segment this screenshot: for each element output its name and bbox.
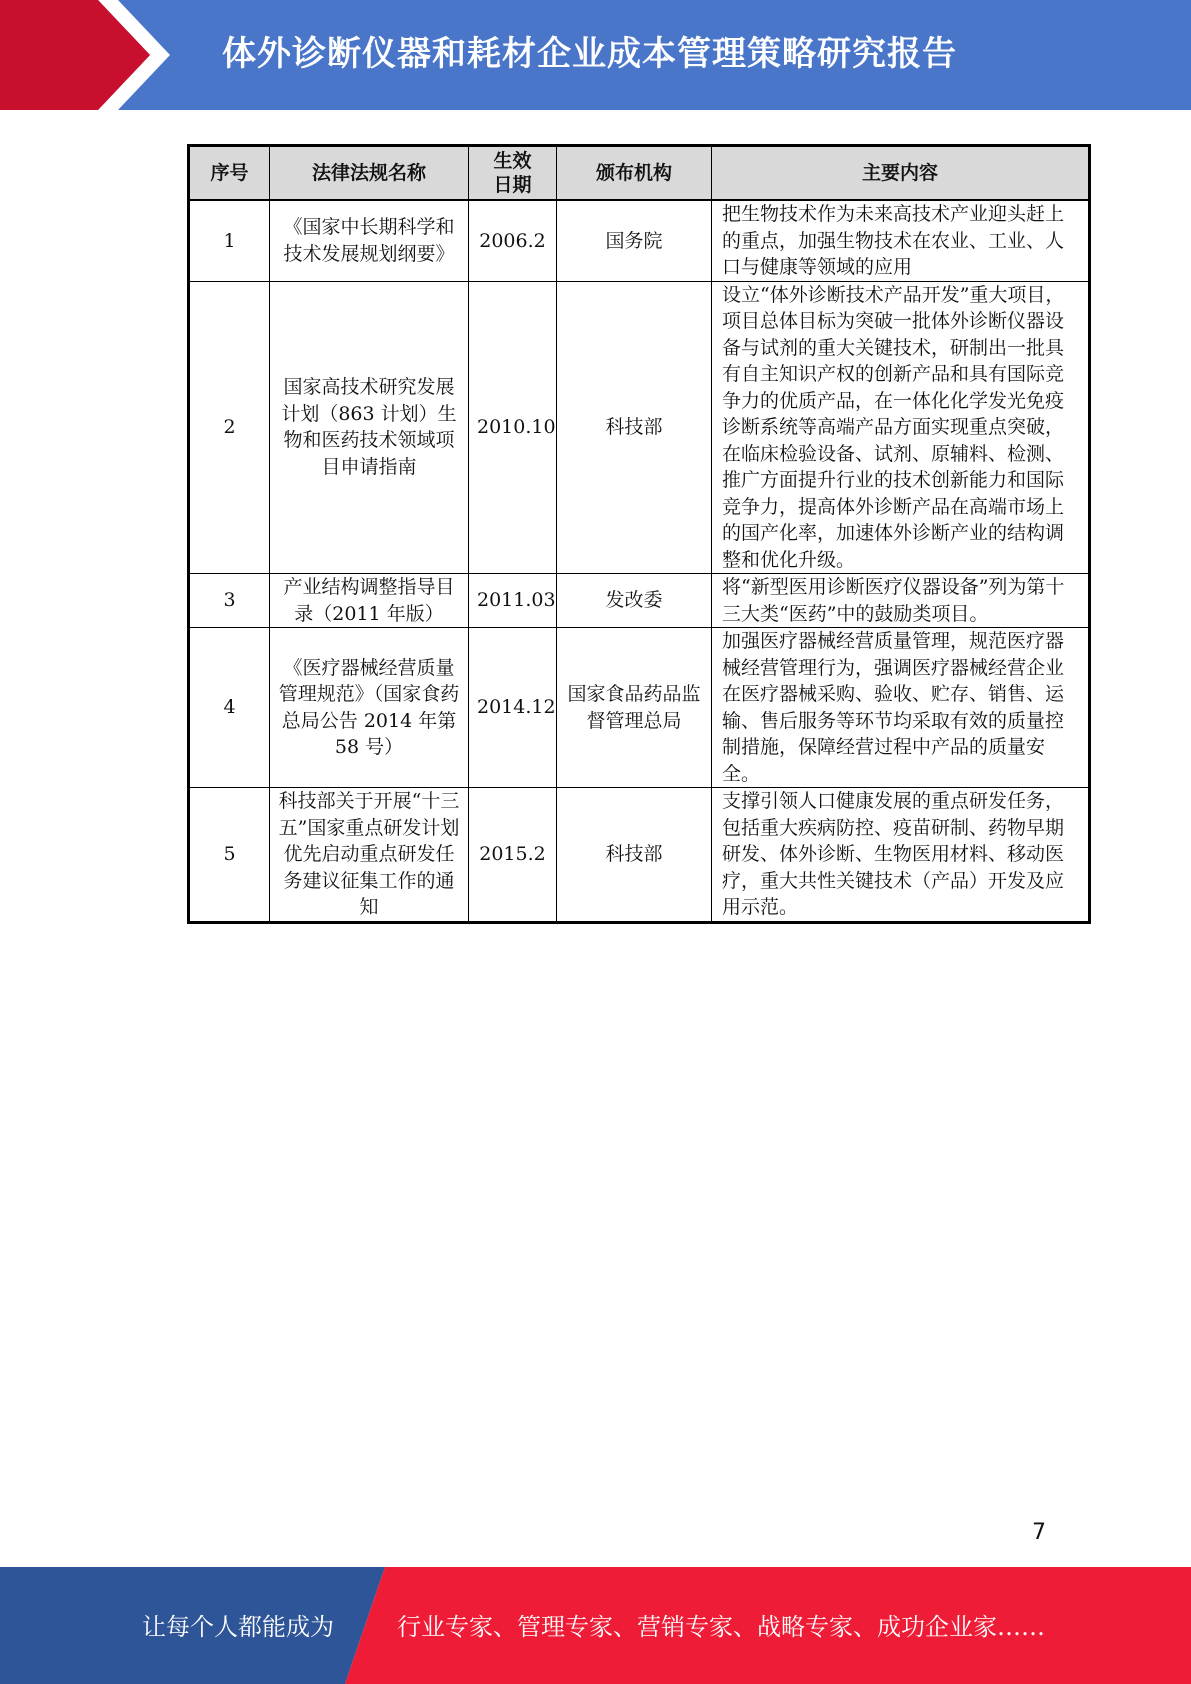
col-header-content: 主要内容 (712, 146, 1090, 201)
cell-no: 1 (189, 200, 270, 281)
page-header (0, 0, 1191, 110)
report-title: 体外诊断仪器和耗材企业成本管理策略研究报告 (222, 34, 957, 74)
col-header-name: 法律法规名称 (270, 146, 469, 201)
cell-issuer: 科技部 (557, 788, 712, 923)
cell-name: 《国家中长期科学和技术发展规划纲要》 (270, 200, 469, 281)
table-row (189, 574, 1090, 628)
table-header-row (189, 146, 1090, 201)
cell-content: 设立“体外诊断技术产品开发”重大项目，项目总体目标为突破一批体外诊断仪器设备与试剂的重大关键技术，研制出一批具有自主知识产权的创新产品和具有国际竞争力的优质产品，在一体化化学发光免疫诊断系统等高端产品方面实现重点突破，在临床检验设备、试剂、原辅料、检测、推广方面提升行业的技术创新能力和国际竞争力，提高体外诊断产品在高端市场上的国产化率，加速体外诊断产业的结构调整和优化升级。 (712, 281, 1090, 574)
col-header-date: 生效 日期 (469, 146, 557, 201)
col-header-issuer: 颁布机构 (557, 146, 712, 201)
cell-date: 2011.03 (469, 574, 557, 628)
cell-date: 2006.2 (469, 200, 557, 281)
cell-issuer: 发改委 (557, 574, 712, 628)
cell-content: 加强医疗器械经营质量管理，规范医疗器械经营管理行为，强调医疗器械经营企业在医疗器械采购、验收、贮存、销售、运输、售后服务等环节均采取有效的质量控制措施，保障经营过程中产品的质量安全。 (712, 628, 1090, 788)
cell-name: 科技部关于开展“十三五”国家重点研发计划优先启动重点研发任务建议征集工作的通知 (270, 788, 469, 923)
cell-no: 3 (189, 574, 270, 628)
cell-date: 2015.2 (469, 788, 557, 923)
cell-issuer: 科技部 (557, 281, 712, 574)
table-row (189, 281, 1090, 574)
cell-content: 将“新型医用诊断医疗仪器设备”列为第十三大类“医药”中的鼓励类项目。 (712, 574, 1090, 628)
cell-name: 《医疗器械经营质量管理规范》（国家食药总局公告 2014 年第 58 号） (270, 628, 469, 788)
cell-no: 2 (189, 281, 270, 574)
footer-slogan-left: 让每个人都能成为 (142, 1613, 334, 1641)
cell-no: 4 (189, 628, 270, 788)
table-row (189, 200, 1090, 281)
table-row (189, 628, 1090, 788)
page-number: 7 (1032, 1520, 1046, 1545)
cell-name: 产业结构调整指导目录（2011 年版） (270, 574, 469, 628)
footer-slogan-right: 行业专家、管理专家、营销专家、战略专家、成功企业家…… (397, 1613, 1045, 1641)
col-header-no: 序号 (189, 146, 270, 201)
cell-issuer: 国务院 (557, 200, 712, 281)
regulations-table (187, 144, 1091, 924)
cell-issuer: 国家食品药品监督管理总局 (557, 628, 712, 788)
cell-date: 2010.10 (469, 281, 557, 574)
cell-name: 国家高技术研究发展计划（863 计划）生物和医药技术领域项目申请指南 (270, 281, 469, 574)
cell-content: 把生物技术作为未来高技术产业迎头赶上的重点，加强生物技术在农业、工业、人口与健康等领域的应用 (712, 200, 1090, 281)
cell-no: 5 (189, 788, 270, 923)
table-row (189, 788, 1090, 923)
cell-content: 支撑引领人口健康发展的重点研发任务，包括重大疾病防控、疫苗研制、药物早期研发、体外诊断、生物医用材料、移动医疗，重大共性关键技术（产品）开发及应用示范。 (712, 788, 1090, 923)
cell-date: 2014.12 (469, 628, 557, 788)
page-footer (0, 1567, 1191, 1684)
